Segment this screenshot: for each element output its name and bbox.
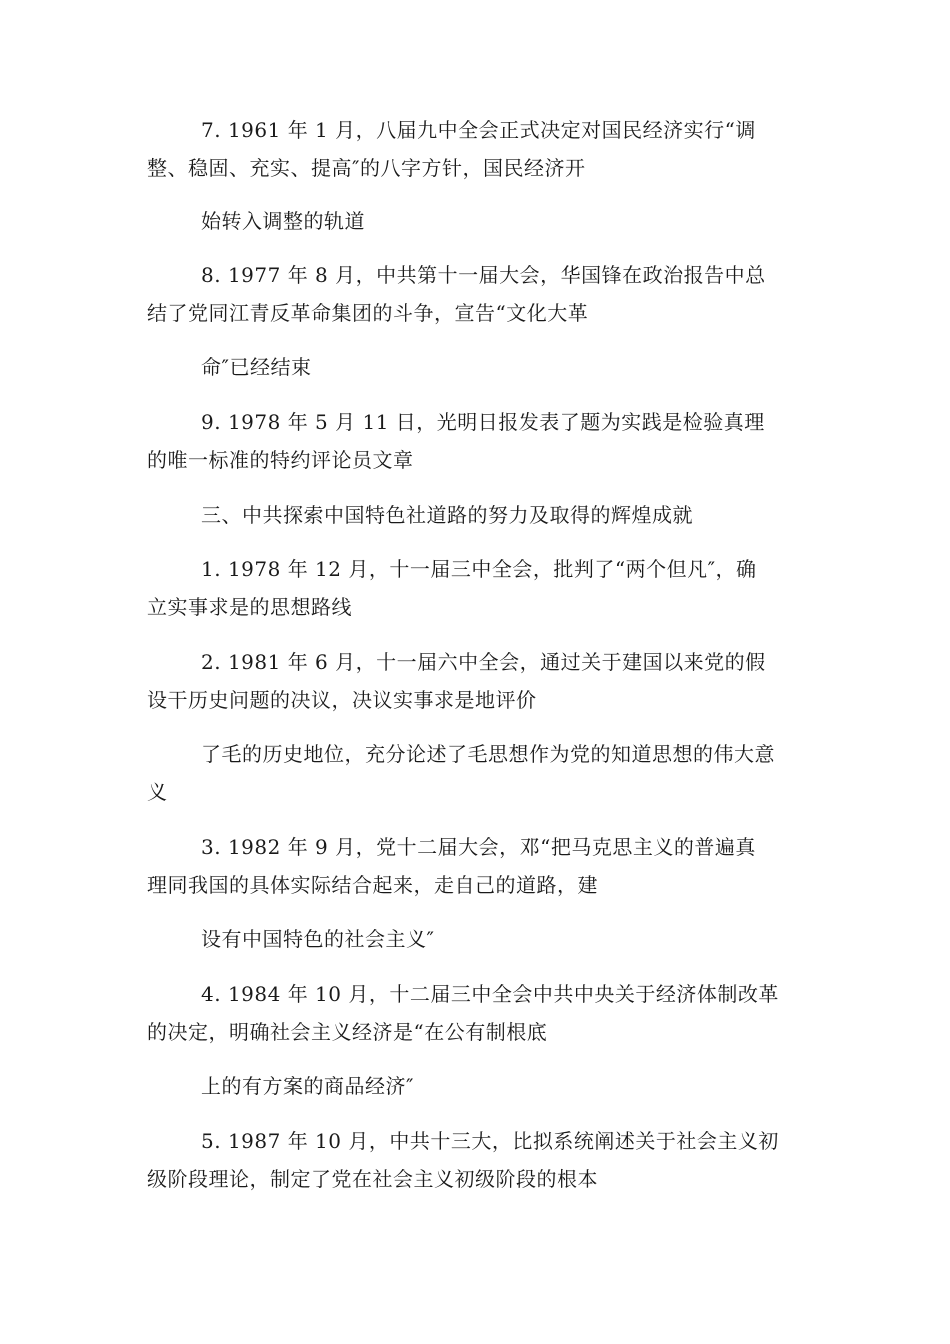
text-line: 1. 1978 年 12 月，十一届三中全会，批判了“两个但凡″，确 — [201, 557, 757, 581]
paragraph-continuation — [147, 920, 807, 958]
section-heading-3 — [147, 496, 807, 534]
paragraph-continuation — [147, 735, 807, 811]
text-line: 义 — [147, 780, 168, 804]
text-line: 的唯一标准的特约评论员文章 — [147, 448, 414, 472]
paragraph-item-3-1982 — [147, 828, 807, 904]
text-line: 了毛的历史地位，充分论述了毛思想作为党的知道思想的伟大意 — [201, 742, 775, 766]
text-line: 立实事求是的思想路线 — [147, 595, 352, 619]
text-line: 命″已经结束 — [201, 355, 312, 379]
text-line: 3. 1982 年 9 月，党十二届大会，邓“把马克思主义的普遍真 — [201, 835, 756, 859]
paragraph-continuation — [147, 348, 807, 386]
text-line: 7. 1961 年 1 月，八届九中全会正式决定对国民经济实行“调 — [201, 118, 756, 142]
paragraph-item-8-1977 — [147, 256, 807, 332]
text-line: 理同我国的具体实际结合起来，走自己的道路，建 — [147, 873, 598, 897]
text-line: 2. 1981 年 6 月，十一届六中全会，通过关于建国以来党的假 — [201, 650, 766, 674]
paragraph-item-2-1981 — [147, 643, 807, 719]
text-line: 始转入调整的轨道 — [201, 209, 365, 233]
paragraph-item-4-1984 — [147, 975, 807, 1051]
text-line: 设干历史问题的决议，决议实事求是地评价 — [147, 688, 537, 712]
text-line: 三、中共探索中国特色社道路的努力及取得的辉煌成就 — [201, 503, 693, 527]
text-line: 结了党同江青反革命集团的斗争，宣告“文化大革 — [147, 301, 589, 325]
paragraph-item-7-1961 — [147, 111, 807, 187]
text-line: 9. 1978 年 5 月 11 日，光明日报发表了题为实践是检验真理 — [201, 410, 765, 434]
text-line: 整、稳固、充实、提高″的八字方针，国民经济开 — [147, 156, 586, 180]
paragraph-continuation — [147, 202, 807, 240]
text-line: 上的有方案的商品经济″ — [201, 1074, 414, 1098]
text-line: 设有中国特色的社会主义″ — [201, 927, 435, 951]
text-line: 的决定，明确社会主义经济是“在公有制根底 — [147, 1020, 548, 1044]
paragraph-item-9-1978 — [147, 403, 807, 479]
paragraph-item-5-1987 — [147, 1122, 807, 1198]
paragraph-continuation — [147, 1067, 807, 1105]
text-line: 级阶段理论，制定了党在社会主义初级阶段的根本 — [147, 1167, 598, 1191]
text-line: 4. 1984 年 10 月，十二届三中全会中共中央关于经济体制改革 — [201, 982, 779, 1006]
text-line: 8. 1977 年 8 月，中共第十一届大会，华国锋在政治报告中总 — [201, 263, 766, 287]
paragraph-item-1-1978 — [147, 550, 807, 626]
text-line: 5. 1987 年 10 月，中共十三大，比拟系统阐述关于社会主义初 — [201, 1129, 779, 1153]
